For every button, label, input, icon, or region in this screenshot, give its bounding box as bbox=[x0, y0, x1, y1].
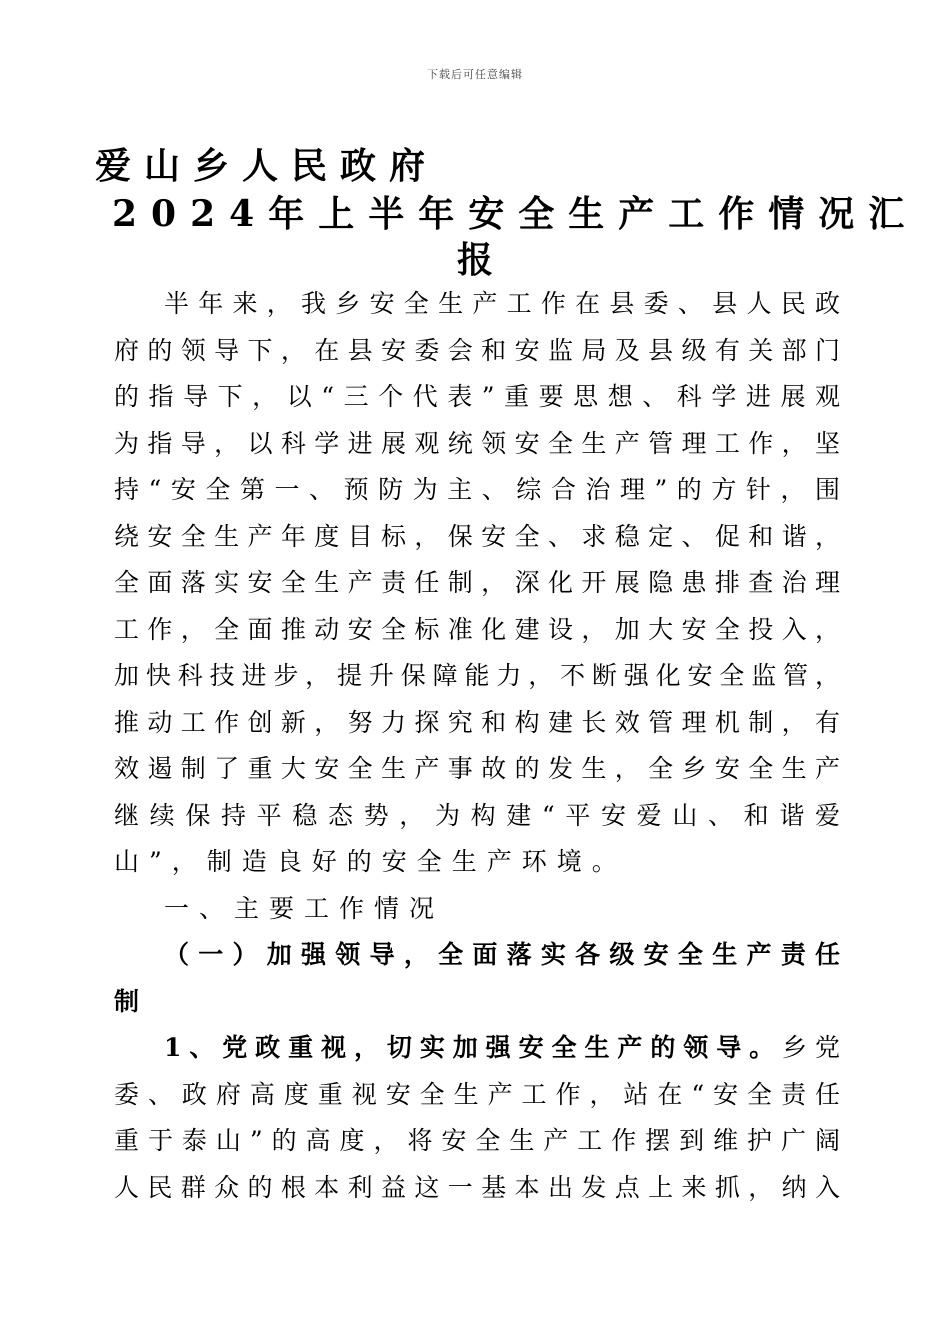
title-line-2: 2024年上半年安全生产工作情况汇 bbox=[112, 193, 919, 235]
paragraph-line: 工作，全面推动安全标准化建设，加大安全投入， bbox=[114, 614, 842, 644]
paragraph-line: 继续保持平稳态势，为构建“平安爱山、和谐爱 bbox=[114, 800, 842, 830]
paragraph-line: 重于泰山”的高度，将安全生产工作摆到维护广阔 bbox=[114, 1126, 842, 1155]
header-note: 下载后可任意编辑 bbox=[427, 68, 523, 81]
paragraph-line: 加快科技进步，提升保障能力，不断强化安全监管， bbox=[114, 661, 842, 690]
paragraph-line: 绕安全生产年度目标，保安全、求稳定、促和谐， bbox=[114, 521, 842, 551]
item-lead-rest: 乡党 bbox=[782, 1033, 842, 1062]
paragraph-line: 府的领导下，在县安委会和安监局及县级有关部门 bbox=[114, 335, 842, 365]
paragraph-line: 人民群众的根本利益这一基本出发点上来抓，纳入 bbox=[114, 1172, 842, 1202]
paragraph-line: 委、政府高度重视安全生产工作，站在“安全责任 bbox=[114, 1079, 842, 1109]
title-line-1: 爱山乡人民政府 bbox=[95, 145, 439, 187]
paragraph-line: 山”，制造良好的安全生产环境。 bbox=[114, 847, 627, 876]
paragraph-line: 推动工作创新，努力探究和构建长效管理机制，有 bbox=[114, 707, 842, 737]
paragraph-line: 的指导下，以“三个代表”重要思想、科学进展观 bbox=[114, 382, 842, 411]
paragraph-line: 效遏制了重大安全生产事故的发生，全乡安全生产 bbox=[114, 754, 842, 783]
subsection-heading-line: （一）加强领导，全面落实各级安全生产责任 bbox=[164, 940, 842, 969]
item-bold-lead: 1、党政重视，切实加强安全生产的领导。 bbox=[164, 1033, 783, 1062]
paragraph-line: 全面落实安全生产责任制，深化开展隐患排查治理 bbox=[114, 568, 842, 597]
paragraph-line: 持“安全第一、预防为主、综合治理”的方针，围 bbox=[114, 475, 842, 504]
section-heading: 一、主要工作情况 bbox=[164, 893, 445, 923]
title-line-3: 报 bbox=[456, 239, 493, 281]
item-lead-line bbox=[114, 1025, 842, 1072]
document-body bbox=[114, 281, 842, 1211]
paragraph-line: 半年来，我乡安全生产工作在县委、县人民政 bbox=[164, 289, 842, 318]
subsection-heading-line: 制 bbox=[114, 986, 150, 1016]
paragraph-line: 为指导，以科学进展观统领安全生产管理工作，坚 bbox=[114, 428, 842, 458]
